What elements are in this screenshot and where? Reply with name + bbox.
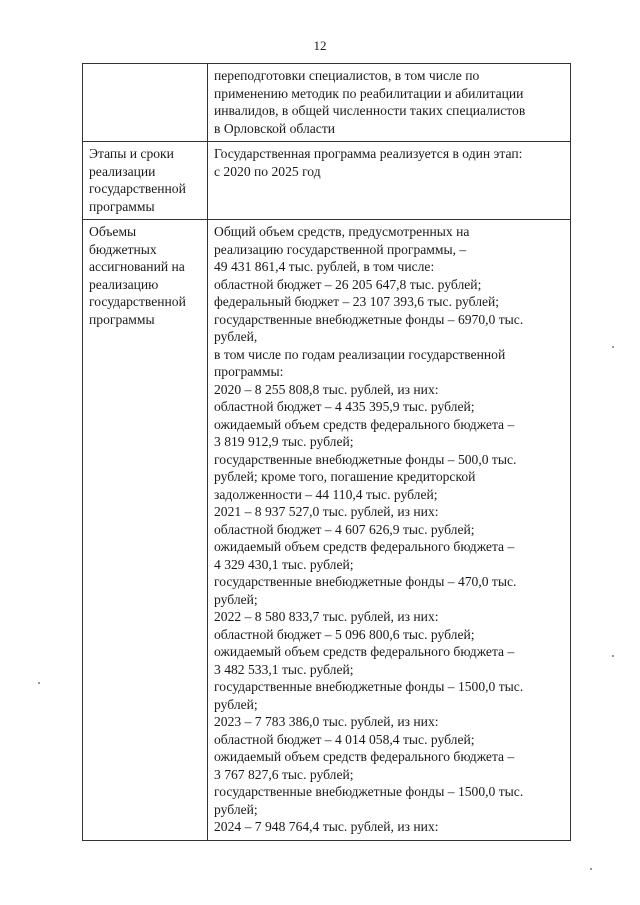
table-row bbox=[83, 142, 571, 220]
row-value-cell: Государственная программа реализуется в один этап: с 2020 по 2025 год bbox=[208, 142, 571, 220]
program-passport-table bbox=[82, 63, 571, 841]
page-number: 12 bbox=[313, 38, 327, 53]
row-value-cell: Общий объем средств, предусмотренных на реализацию государственной программы, – 49 431 861,4 тыс. рублей, в том числе: областной бюджет – 26 205 647,8 тыс. рублей; федеральный бюджет – 23 107 393,6 тыс. рублей; государственные внебюджетные фонды – 6970,0 тыс. рублей, в том числе по годам реализации государственной программы: 2020 – 8 255 808,8 тыс. рублей, из них: областной бюджет – 4 435 395,9 тыс. рублей; ожидаемый объем средств федерального бюджета – 3 819 912,9 тыс. рублей; государственные внебюджетные фонды – 500,0 тыс. рублей; кроме того, погашение кредиторской задолженности – 44 110,4 тыс. рублей; 2021 – 8 937 527,0 тыс. рублей, из них: областной бюджет – 4 607 626,9 тыс. рублей; ожидаемый объем средств федерального бюджета – 4 329 430,1 тыс. рублей; государственные внебюджетные фонды – 470,0 тыс. рублей; 2022 – 8 580 833,7 тыс. рублей, из них: областной бюджет – 5 096 800,6 тыс. рублей; ожидаемый объем средств федерального бюджета – 3 482 533,1 тыс. рублей; государственные внебюджетные фонды – 1500,0 тыс. рублей; 2023 – 7 783 386,0 тыс. рублей, из них: областной бюджет – 4 014 058,4 тыс. рублей; ожидаемый объем средств федерального бюджета – 3 767 827,6 тыс. рублей; государственные внебюджетные фонды – 1500,0 тыс. рублей; 2024 – 7 948 764,4 тыс. рублей, из них: bbox=[208, 220, 571, 841]
scan-speck bbox=[612, 346, 614, 348]
row-label-cell: Объемы бюджетных ассигнований на реализацию государственной программы bbox=[83, 220, 208, 841]
scan-speck bbox=[38, 682, 40, 684]
table-row bbox=[83, 220, 571, 841]
row-label-cell bbox=[83, 64, 208, 142]
scan-speck bbox=[612, 655, 614, 657]
row-value-cell: переподготовки специалистов, в том числе по применению методик по реабилитации и абилитации инвалидов, в общей численности таких специалистов в Орловской области bbox=[208, 64, 571, 142]
row-label-cell: Этапы и сроки реализации государственной программы bbox=[83, 142, 208, 220]
table-row bbox=[83, 64, 571, 142]
scan-speck bbox=[590, 868, 592, 870]
